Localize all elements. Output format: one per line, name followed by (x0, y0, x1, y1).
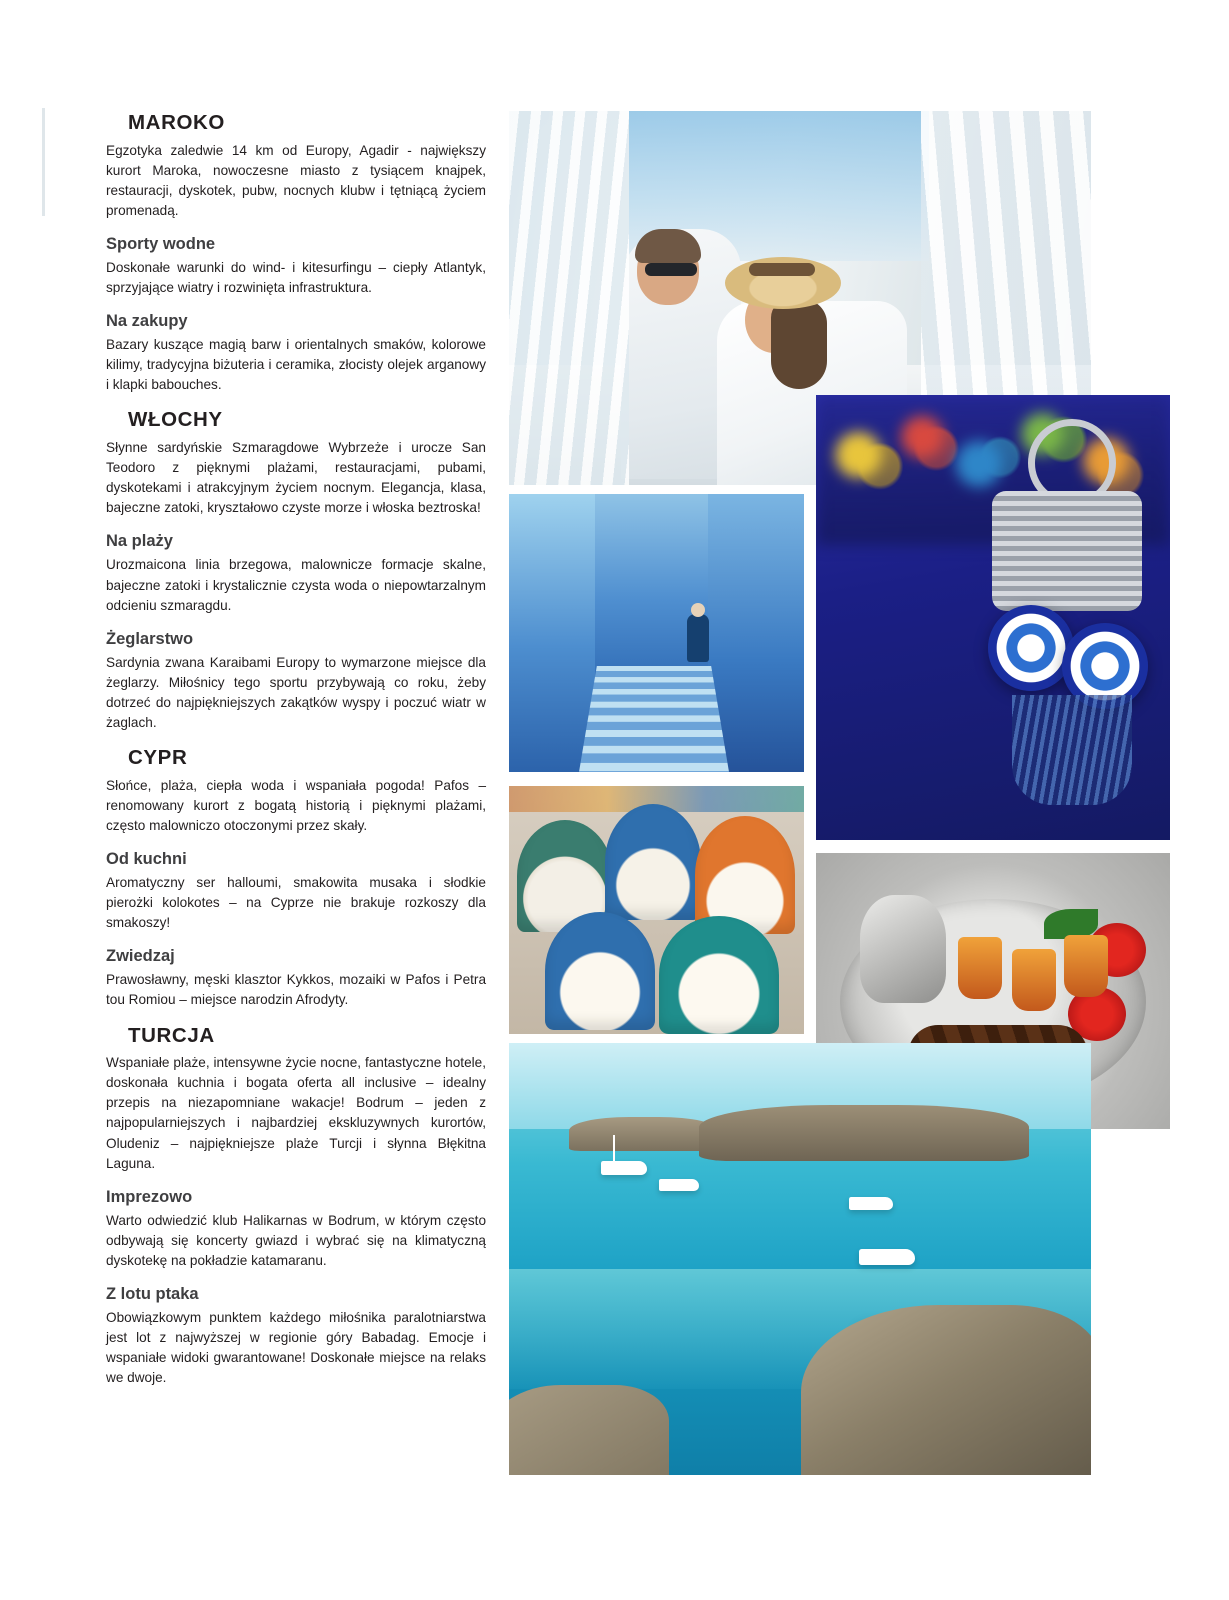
boat-icon (659, 1179, 699, 1191)
paragraph-sporty-wodne: Doskonałe warunki do wind- i kitesurfingu – ciepły Atlantyk, sprzyjające wiatry i rozwinięta infrastruktura. (106, 259, 486, 296)
photo-blue-stairs (509, 494, 804, 772)
subheading-od-kuchni: Od kuchni (106, 850, 187, 869)
paragraph-na-zakupy: Bazary kuszące magią barw i orientalnych smaków, kolorowe kilimy, tradycyjna biżuteria i ceramika, złocisty olejek arganowy i klapki babouches. (106, 337, 486, 393)
boat-icon (601, 1161, 647, 1175)
section-spacer (106, 733, 486, 747)
subheading-na-zakupy: Na zakupy (106, 312, 188, 331)
country-heading-maroko: MAROKO (128, 111, 225, 134)
tea-glass-icon (1064, 935, 1108, 997)
paragraph-zeglarstwo: Sardynia zwana Karaibami Europy to wymarzone miejsce dla żeglarzy. Miłośnicy tego sportu przybywają co roku, żeby dotrzeć do najpiękniejszych zakątków wyspy i poczuć wiatr w żaglach. (106, 654, 486, 731)
tagine-icon (545, 912, 655, 1030)
evil-eye-icon (988, 605, 1074, 691)
hat-band (749, 263, 815, 276)
photo-wall-right (708, 494, 804, 772)
photo-tassel (1012, 695, 1132, 805)
photo-rock-left (509, 1385, 669, 1475)
subheading-imprezowo: Imprezowo (106, 1187, 193, 1206)
paragraph-zwiedzaj: Prawosławny, męski klasztor Kykkos, mozaiki w Pafos i Petra tou Romiou – miejsce narodzin Afrodyty. (106, 972, 486, 1008)
photo-tagines (509, 786, 804, 1034)
boat-icon (859, 1249, 915, 1265)
paragraph-z-lotu-ptaka: Obowiązkowym punktem każdego miłośnika paralotniarstwa jest lot z najwyższej w regionie góry Babadag. Emocje i wspaniałe widoki gwarantowane! Doskonałe miejsce na relaks we dwoje. (106, 1309, 486, 1386)
subheading-z-lotu-ptaka: Z lotu ptaka (106, 1285, 199, 1304)
paragraph-imprezowo: Warto odwiedzić klub Halikarnas w Bodrum, w którym często odbywają się koncerty gwiazd i wybrać się na klimatyczną dyskotekę na pokładzie katamaranu. (106, 1212, 486, 1268)
country-heading-turcja: TURCJA (128, 1023, 215, 1047)
intro-paragraph-wlochy: Słynne sardyńskie Szmaragdowe Wybrzeże i urocze San Teodoro z pięknymi plażami, restauracjami, pubami, dyskotekami i atrakcyjnym życiem nocnym. Elegancja, klasa, bajeczne zatoki, kryształowo czyste morze i włoska beztroska! (106, 440, 486, 516)
photo-island (699, 1105, 1029, 1161)
photo-man-hair (635, 229, 701, 263)
photo-stairs (579, 666, 729, 772)
photo-metal-beads (992, 491, 1142, 611)
subheading-zeglarstwo: Żeglarstwo (106, 629, 194, 648)
photo-evil-eye-amulets (816, 395, 1170, 840)
left-accent-rule (42, 108, 45, 216)
photo-drape-left (509, 111, 629, 485)
intro-paragraph-cypr: Słońce, plaża, ciepła woda i wspaniała pogoda! Pafos – renomowany kurort z bogatą historią i pięknymi plażami, często malowniczo otoczonymi przez skały. (106, 777, 486, 833)
tagine-icon (605, 804, 701, 920)
photo-rock-right (801, 1305, 1091, 1475)
subheading-sporty-wodne: Sporty wodne (106, 234, 216, 253)
paragraph-na-plazy: Urozmaicona linia brzegowa, malownicze formacje skalne, bajeczne zatoki i krystalicznie czysta woda o niepowtarzalnym odcieniu szmaragdu. (106, 557, 486, 613)
tea-glass-icon (958, 937, 1002, 999)
intro-paragraph-turcja: Wspaniałe plaże, intensywne życie nocne, fantastyczne hotele, doskonała kuchnia i bogata oferta all inclusive – idealny przepis na niezapomniane wakacje! Bodrum – jeden z najpopularniejszych i najbardziej ekskluzywnych kurortów, Oludeniz – najpiękniejsze plaże Turcji i słynna Błękitna Laguna. (106, 1055, 486, 1171)
teapot-icon (860, 895, 946, 1003)
boat-icon (849, 1197, 893, 1210)
country-heading-cypr: CYPR (128, 746, 188, 770)
section-spacer (106, 395, 486, 409)
article-text-column (106, 112, 486, 1388)
tea-glass-icon (1012, 949, 1056, 1011)
photo-woman-hair (771, 299, 827, 389)
section-spacer (106, 1011, 486, 1025)
sail-icon (613, 1135, 615, 1163)
photo-turquoise-sea (509, 1043, 1091, 1475)
subheading-na-plazy: Na plaży (106, 532, 173, 551)
country-heading-wlochy: WŁOCHY (128, 408, 223, 432)
photo-wall-left (509, 494, 595, 772)
paragraph-od-kuchni: Aromatyczny ser halloumi, smakowita musaka i słodkie pierożki kolokotes – na Cyprze nie brakuje rozkoszy dla smakoszy! (106, 875, 486, 931)
photo-island-small (569, 1117, 719, 1151)
photo-person-on-stairs (687, 614, 709, 662)
sunglasses-icon (645, 263, 697, 276)
intro-paragraph-maroko: Egzotyka zaledwie 14 km od Europy, Agadir - największy kurort Maroka, nowoczesne miasto z tysiącem knajpek, restauracji, dyskotek, pubw, nocnych klubw i tętniącą życiem promenadą. (106, 142, 486, 218)
tagine-icon (659, 916, 779, 1034)
subheading-zwiedzaj: Zwiedzaj (106, 947, 175, 966)
